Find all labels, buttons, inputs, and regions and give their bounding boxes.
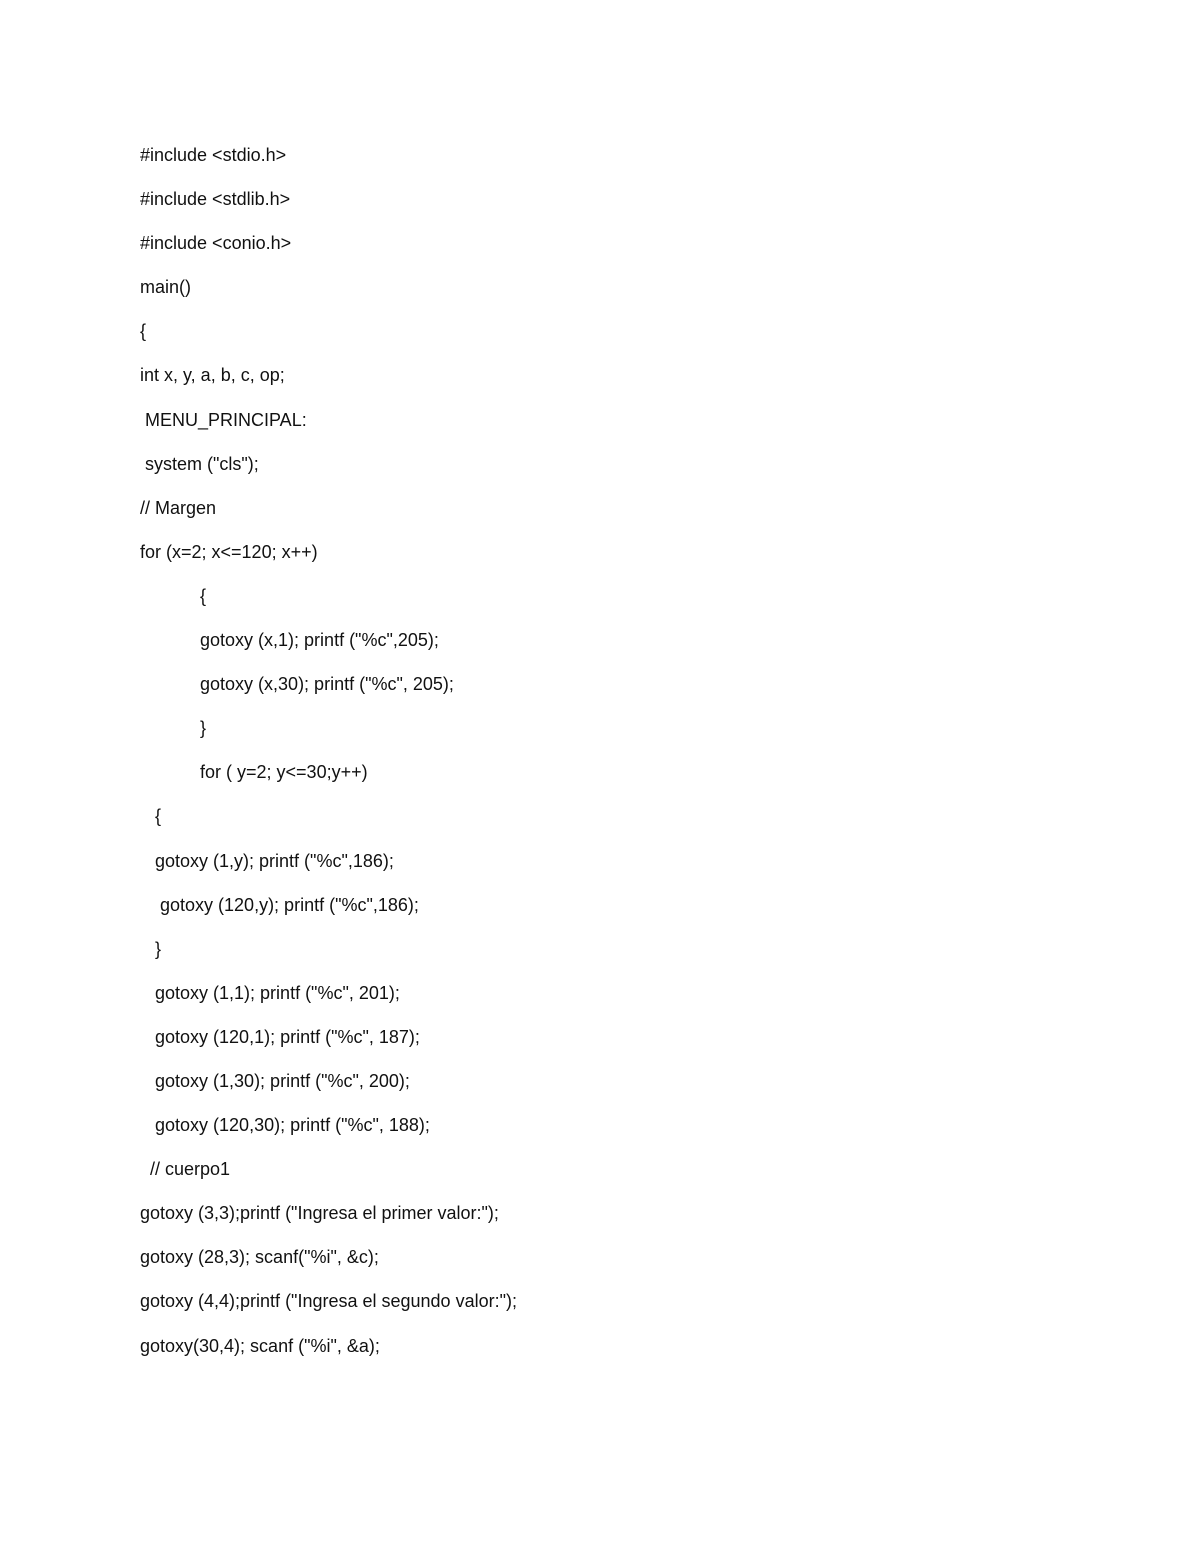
code-line: MENU_PRINCIPAL: xyxy=(140,409,307,430)
code-line: gotoxy (28,3); scanf("%i", &c); xyxy=(140,1247,379,1268)
code-line: gotoxy (120,y); printf ("%c",186); xyxy=(140,894,419,915)
code-line: int x, y, a, b, c, op; xyxy=(140,365,285,386)
code-line: for ( y=2; y<=30;y++) xyxy=(140,762,368,783)
code-line: for (x=2; x<=120; x++) xyxy=(140,541,318,562)
code-line: { xyxy=(140,806,162,827)
code-line: gotoxy (x,1); printf ("%c",205); xyxy=(140,630,439,651)
code-line: } xyxy=(140,718,207,739)
code-line: main() xyxy=(140,277,192,298)
code-line: gotoxy (120,1); printf ("%c", 187); xyxy=(140,1026,420,1047)
code-line: gotoxy(30,4); scanf ("%i", &a); xyxy=(140,1335,380,1356)
code-line: gotoxy (1,1); printf ("%c", 201); xyxy=(140,982,400,1003)
code-line: gotoxy (3,3);printf ("Ingresa el primer valor:"); xyxy=(140,1203,499,1224)
code-line: gotoxy (4,4);printf ("Ingresa el segundo valor:"); xyxy=(140,1291,517,1312)
code-line: // Margen xyxy=(140,497,217,518)
code-line: { xyxy=(140,585,207,606)
code-listing xyxy=(140,140,1100,1375)
code-line: #include <conio.h> xyxy=(140,233,292,254)
code-line: #include <stdio.h> xyxy=(140,145,287,165)
code-line: gotoxy (1,y); printf ("%c",186); xyxy=(140,850,394,871)
code-line: gotoxy (120,30); printf ("%c", 188); xyxy=(140,1115,430,1136)
code-line: gotoxy (1,30); printf ("%c", 200); xyxy=(140,1070,410,1091)
code-line: // cuerpo1 xyxy=(140,1159,231,1180)
code-line: #include <stdlib.h> xyxy=(140,189,291,210)
code-line: gotoxy (x,30); printf ("%c", 205); xyxy=(140,674,454,695)
code-line: { xyxy=(140,321,147,342)
code-line: system ("cls"); xyxy=(140,453,259,474)
code-line: } xyxy=(140,938,162,959)
